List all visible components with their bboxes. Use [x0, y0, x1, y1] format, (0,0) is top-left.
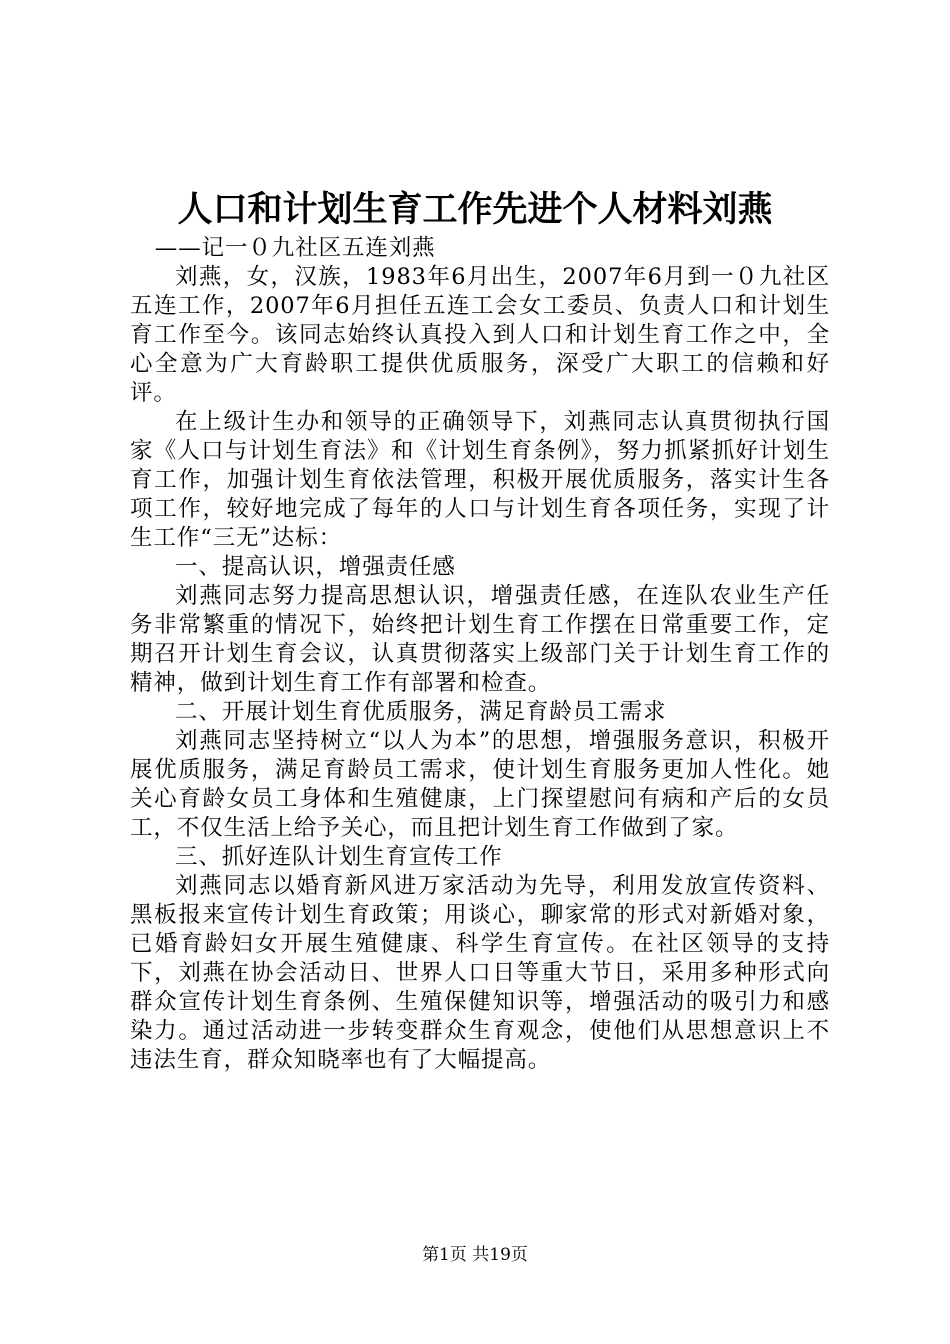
paragraph-overview: 在上级计生办和领导的正确领导下，刘燕同志认真贯彻执行国家《人口与计划生育法》和《计划生育条例》，努力抓紧抓好计划生育工作，加强计划生育依法管理，积极开展优质服务，落实计生各项工作，较好地完成了每年的人口与计划生育各项任务，实现了计生工作“三无”达标： [130, 409, 830, 551]
paragraph-section-3: 刘燕同志以婚育新风进万家活动为先导，利用发放宣传资料、黑板报来宣传计划生育政策；用谈心，聊家常的形式对新婚对象，已婚育龄妇女开展生殖健康、科学生育宣传。在社区领导的支持下，刘燕在协会活动日、世界人口日等重大节日，采用多种形式向群众宣传计划生育条例、生殖保健知识等，增强活动的吸引力和感染力。通过活动进一步转变群众生育观念，使他们从思想意识上不违法生育，群众知晓率也有了大幅提高。 [130, 873, 830, 1073]
section-heading-3: 三、抓好连队计划生育宣传工作 [175, 844, 503, 870]
section-heading-1: 一、提高认识，增强责任感 [175, 554, 456, 580]
document-body [130, 234, 830, 1075]
paragraph-section-1: 刘燕同志努力提高思想认识，增强责任感，在连队农业生产任务非常繁重的情况下，始终把计划生育工作摆在日常重要工作，定期召开计划生育会议，认真贯彻落实上级部门关于计划生育工作的精神，做到计划生育工作有部署和检查。 [130, 583, 830, 696]
paragraph-section-2: 刘燕同志坚持树立“以人为本”的思想，增强服务意识，积极开展优质服务，满足育龄员工需求，使计划生育服务更加人性化。她关心育龄女员工身体和生殖健康，上门探望慰问有病和产后的女员工，不仅生活上给予关心，而且把计划生育工作做到了家。 [130, 728, 830, 841]
document-subtitle: ——记一０九社区五连刘燕 [154, 235, 436, 261]
section-heading-2: 二、开展计划生育优质服务，满足育龄员工需求 [175, 699, 667, 725]
page-number-footer: 第1页 共19页 [422, 1245, 528, 1265]
document-title: 人口和计划生育工作先进个人材料刘燕 [177, 189, 773, 230]
paragraph-intro: 刘燕，女，汉族，1983年6月出生，2007年6月到一０九社区五连工作，2007年6月担任五连工会女工委员、负责人口和计划生育工作至今。该同志始终认真投入到人口和计划生育工作之中，全心全意为广大育龄职工提供优质服务，深受广大职工的信赖和好评。 [130, 264, 830, 406]
